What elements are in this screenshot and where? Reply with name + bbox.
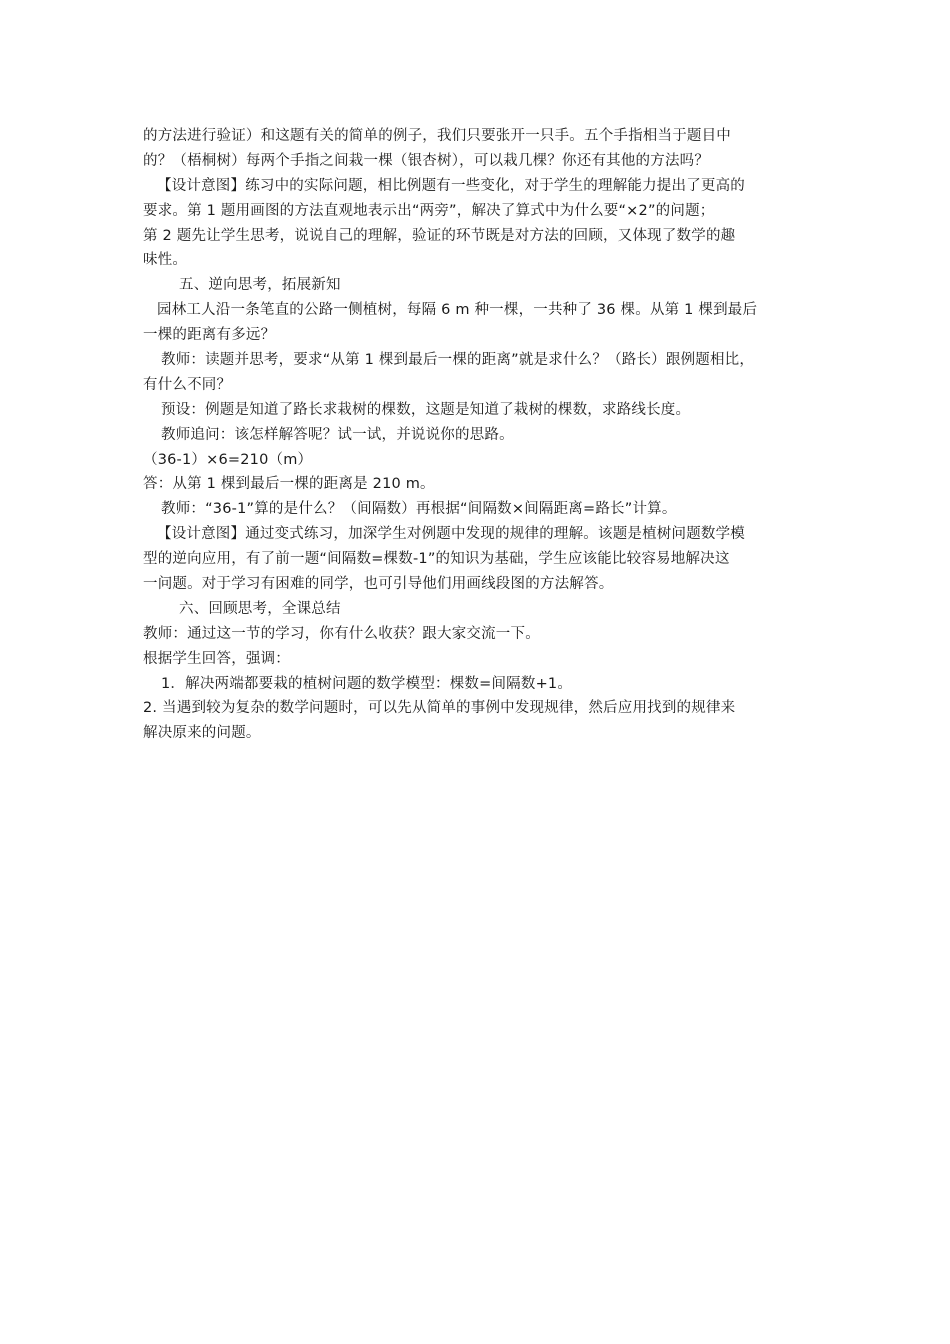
body-line-6: 味性。 <box>143 252 188 269</box>
body-line-19: 一问题。对于学习有困难的同学，也可引导他们用画线段图的方法解答。 <box>143 576 614 593</box>
body-line-11: 有什么不同？ <box>143 376 232 393</box>
teacher-question: 教师：读题并思考，要求“从第 1 棵到最后一棵的距离”就是求什么？（路长）跟例题相比， <box>161 352 755 369</box>
emphasis-intro: 根据学生回答，强调： <box>143 650 290 667</box>
answer: 答：从第 1 棵到最后一棵的距离是 210 m。 <box>143 476 435 493</box>
teacher-followup: 教师追问：该怎样解答呢？试一试，并说说你的思路。 <box>161 426 514 443</box>
document-body <box>143 124 823 746</box>
body-line-2: 的？（梧桐树）每两个手指之间栽一棵（银杏树），可以栽几棵？你还有其他的方法吗？ <box>143 152 710 169</box>
body-line-25: 解决原来的问题。 <box>143 725 261 742</box>
teacher-summary-prompt: 教师：通过这一节的学习，你有什么收获？跟大家交流一下。 <box>143 625 540 642</box>
equation: （36-1）×6=210（m） <box>143 451 313 468</box>
body-line-9: 一棵的距离有多远？ <box>143 327 276 344</box>
design-intent-paragraph-2: 【设计意图】通过变式练习，加深学生对例题中发现的规律的理解。该题是植树问题数学模 <box>157 526 745 543</box>
body-line-4: 要求。第 1 题用画图的方法直观地表示出“两旁”，解决了算式中为什么要“×2”的问题； <box>143 202 715 219</box>
design-intent-paragraph-1: 【设计意图】练习中的实际问题，相比例题有一些变化，对于学生的理解能力提出了更高的 <box>157 177 745 194</box>
body-line-1: 的方法进行验证）和这题有关的简单的例子，我们只要张开一只手。五个手指相当于题目中 <box>143 128 731 144</box>
body-line-5: 第 2 题先让学生思考，说说自己的理解，验证的环节既是对方法的回顾，又体现了数学的趣 <box>143 227 736 244</box>
summary-point-1: 1．解决两端都要栽的植树问题的数学模型：棵数=间隔数+1。 <box>161 675 573 692</box>
section-heading-5: 五、逆向思考，拓展新知 <box>179 277 341 294</box>
teacher-explanation: 教师：“36-1”算的是什么？（间隔数）再根据“间隔数×间隔距离=路长”计算。 <box>161 501 677 518</box>
section-heading-6: 六、回顾思考，全课总结 <box>179 600 341 617</box>
problem-statement: 园林工人沿一条笔直的公路一侧植树，每隔 6 m 种一棵，一共种了 36 棵。从第 1 棵到最后 <box>157 302 758 319</box>
summary-point-2: 2. 当遇到较为复杂的数学问题时，可以先从简单的事例中发现规律，然后应用找到的规律来 <box>143 700 736 717</box>
body-line-18: 型的逆向应用，有了前一题“间隔数=棵数-1”的知识为基础，学生应该能比较容易地解决这 <box>143 551 730 568</box>
preset-answer: 预设：例题是知道了路长求栽树的棵数，这题是知道了栽树的棵数，求路线长度。 <box>161 401 691 418</box>
